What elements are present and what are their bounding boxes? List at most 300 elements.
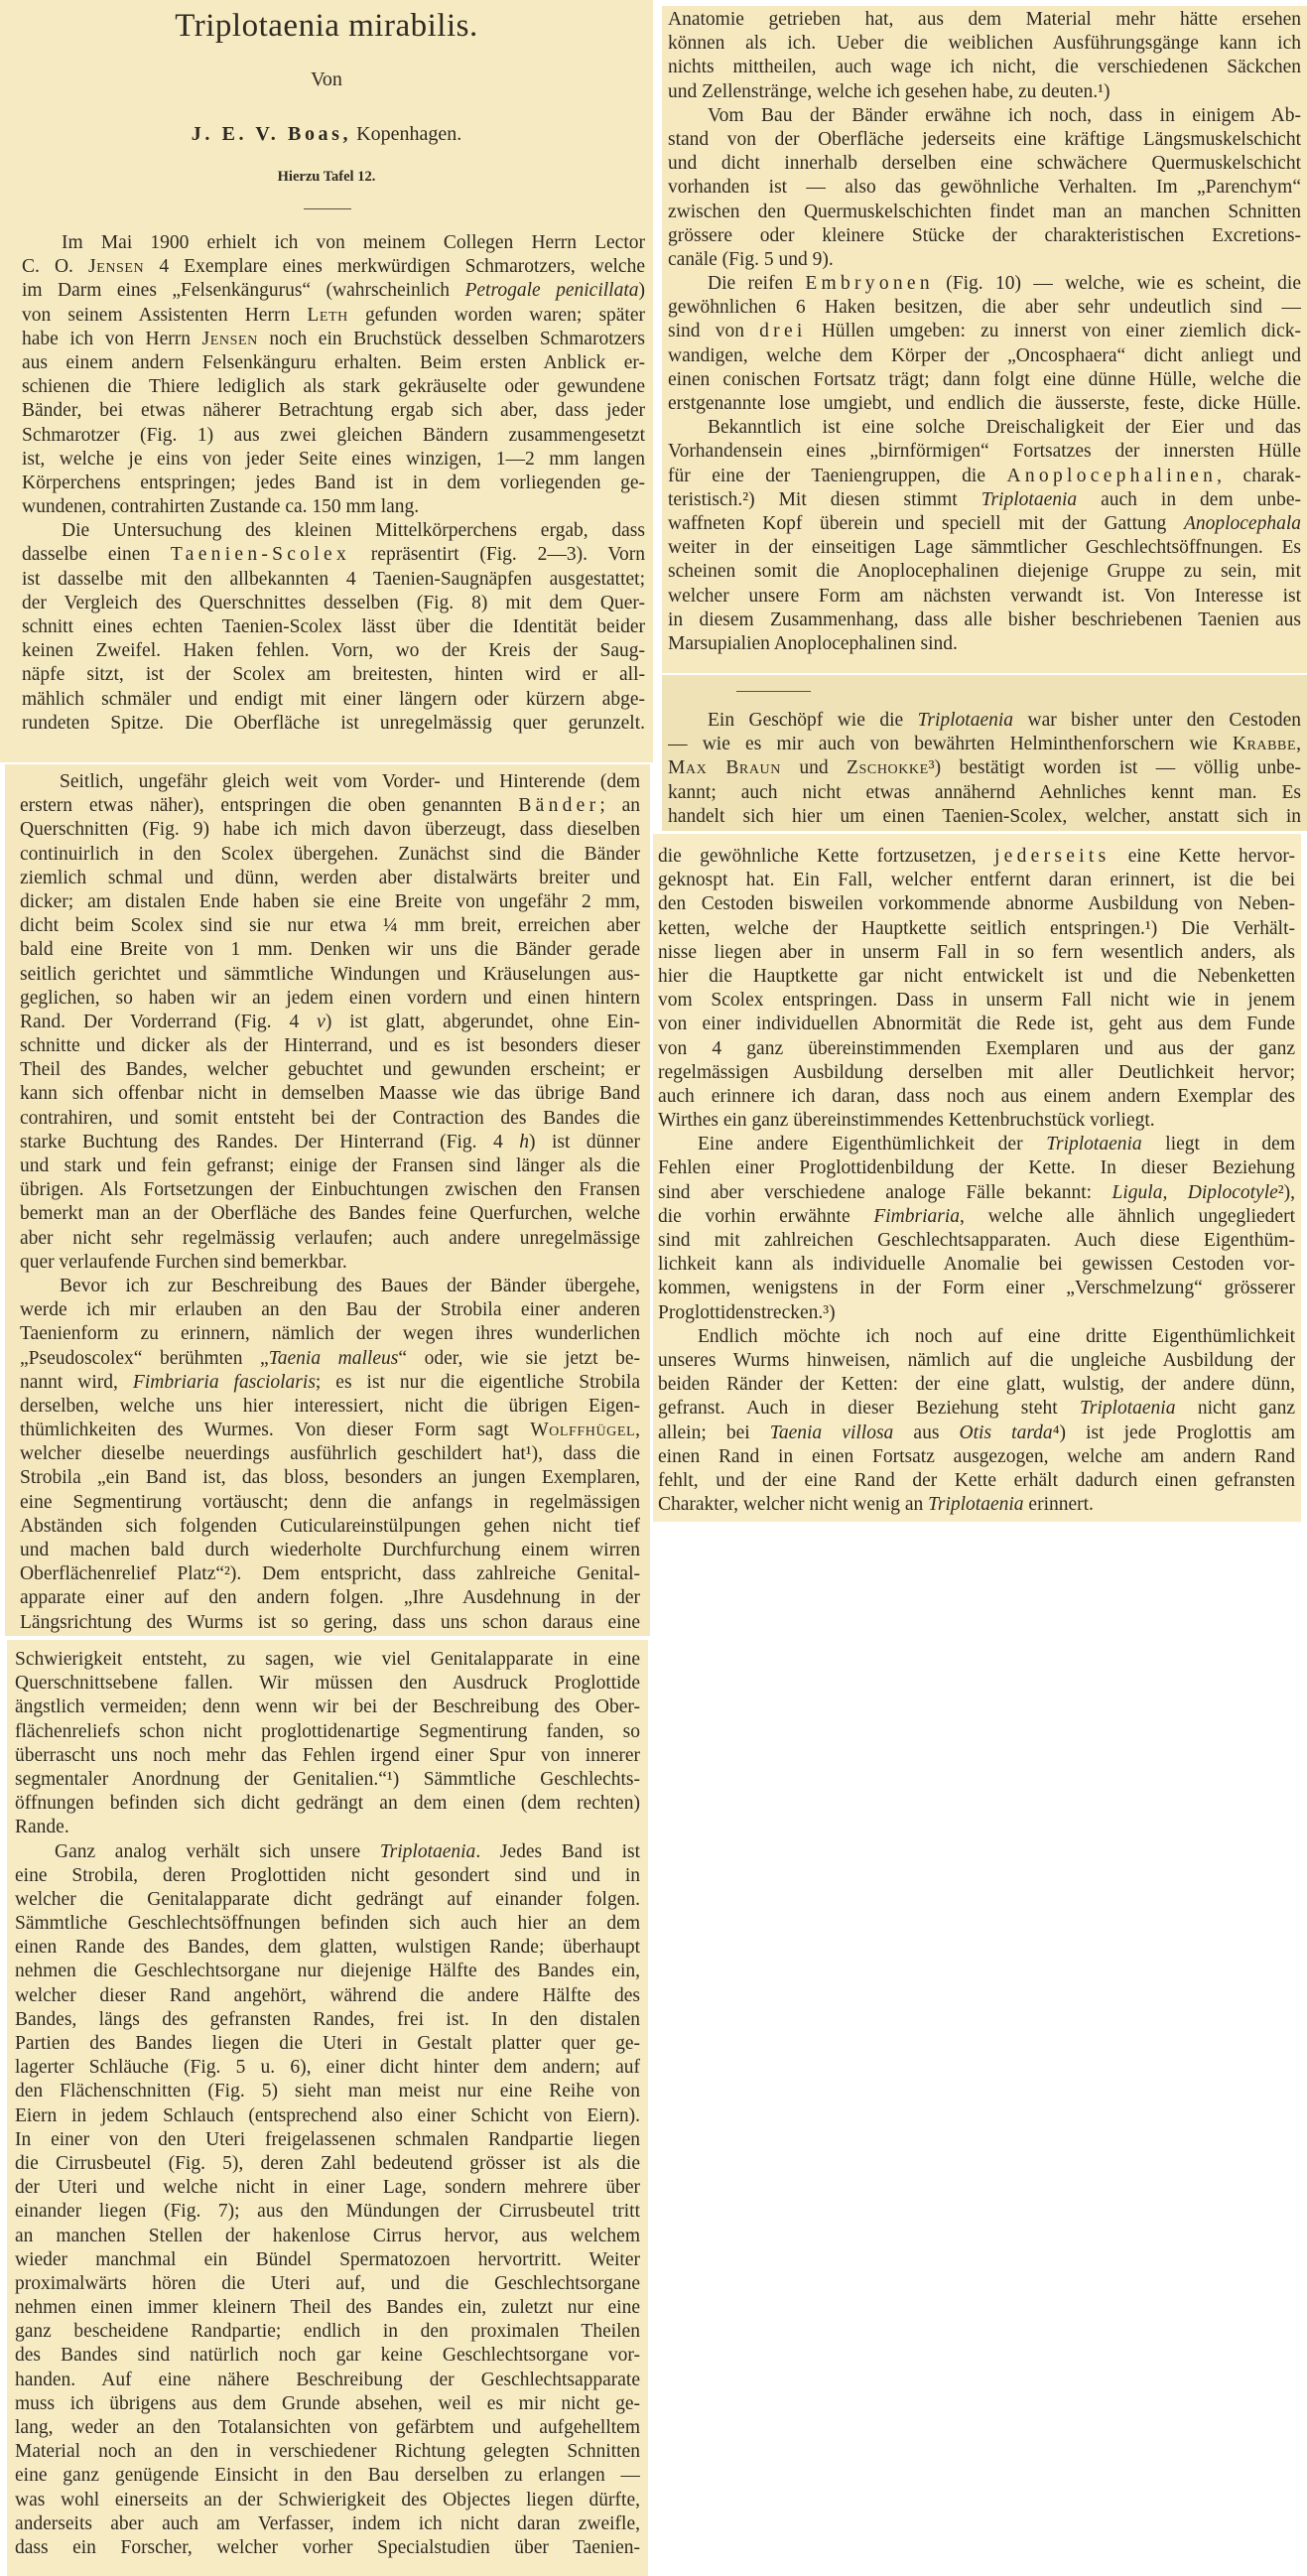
text-run: nichts mittheilen, auch wage ich nicht, die verschiedenen Säckchen: [668, 57, 1301, 78]
author-name-ref: Leth: [307, 304, 348, 326]
text-run: Körperchens entspringen; jedes Band ist in dem vorliegenden ge-: [22, 472, 645, 493]
text-run: Bänder, bei etwas näherer Betrachtung ergab sich aber, dass jeder: [22, 400, 645, 422]
text-line: [15, 2225, 640, 2248]
text-run: Hüllen umgeben: zu innerst von einer ziemlich dick-: [806, 321, 1301, 342]
text-run: Oberflächenrelief Platz“²). Dem entspricht, dass zahlreiche Genital-: [20, 1563, 640, 1585]
text-line: [20, 1154, 640, 1178]
text-line: [15, 2248, 640, 2272]
text-run: aber nicht sehr regelmässig verlaufen; auch andere unregelmässige: [20, 1227, 640, 1249]
text-line: [15, 2512, 640, 2536]
italic-term: Triplotaenia: [1046, 1134, 1142, 1155]
text-line: [15, 2464, 640, 2488]
text-line: [658, 1253, 1295, 1277]
text-run: dicker; am distalen Ende haben sie eine Breite von ungefähr 2 mm,: [20, 890, 640, 912]
text-line: [20, 1202, 640, 1226]
text-line: [658, 1445, 1295, 1469]
text-run: bald eine Breite von 1 mm. Denken wir uns die Bänder gerade: [20, 939, 640, 961]
text-run: ; es ist nur die eigentliche Strobila: [315, 1371, 640, 1393]
spaced-emphasis: jederseits: [993, 846, 1111, 867]
text-run: auch erinnere ich daran, dass noch aus einem andern Exemplar des: [658, 1085, 1295, 1107]
text-line: [658, 845, 1295, 869]
text-line: [658, 892, 1295, 916]
text-line: [22, 495, 645, 519]
text-line: [15, 2272, 640, 2296]
text-line: [20, 1466, 640, 1490]
text-run: liegt in dem: [1141, 1134, 1295, 1155]
text-run: und machen bald durch wiederholte Durchfurchung einem wirren: [20, 1540, 640, 1560]
text-line: [668, 585, 1301, 609]
author-name-ref: Krabbe: [1232, 734, 1297, 755]
text-line: [20, 1347, 640, 1371]
italic-term: Taenia malleus: [268, 1347, 399, 1369]
text-run: handelt sich hier um einen Taenien-Scolex, welcher, anstatt sich in: [668, 805, 1301, 827]
text-run: Längsrichtung des Wurms ist so gering, dass uns schon daraus eine: [20, 1611, 640, 1633]
text-line: [22, 399, 645, 423]
text-line: [668, 733, 1301, 756]
text-run: einen Rand in einen Fortsatz ausgezogen, welche am andern Rand: [658, 1445, 1295, 1467]
text-line: [20, 1611, 640, 1635]
italic-term: h: [519, 1131, 529, 1152]
section-divider: [736, 691, 811, 692]
text-line: [22, 472, 645, 495]
text-run: Anatomie getrieben hat, aus dem Material mehr hätte ersehen: [668, 9, 1301, 30]
text-run: ⁴) ist jede Proglottis am: [1052, 1422, 1295, 1443]
text-run: in diesem Zusammenhang, dass alle bisher beschriebenen Taenien aus: [668, 609, 1301, 630]
text-line: [668, 152, 1301, 176]
text-line: [15, 2440, 640, 2464]
text-run: Partien des Bandes liegen die Uteri in Gestalt platter quer ge-: [15, 2033, 640, 2054]
text-run: Ein Geschöpf wie die: [708, 710, 918, 731]
text-run: beiden Ränder der Ketten: der eine glatt, wulstig, der andere dünn,: [658, 1374, 1295, 1396]
text-run: den Flächenschnitten (Fig. 5) sieht man meist nur eine Reihe von: [15, 2081, 640, 2102]
text-run: von einer individuellen Abnormität die Rede ist, geht aus dem Funde: [658, 1014, 1295, 1035]
text-line: [15, 2296, 640, 2320]
text-line: [22, 615, 645, 639]
text-line: [658, 1061, 1295, 1085]
text-line: [15, 1720, 640, 1744]
text-line: [658, 1205, 1295, 1229]
text-run: starke Buchtung des Randes. Der Hinterrand (Fig. 4: [20, 1131, 520, 1152]
text-line: [22, 712, 645, 736]
text-line: [668, 465, 1301, 488]
text-run: grössere oder kleinere Stücke der charakteristischen Excretions-: [668, 224, 1301, 246]
text-line: [658, 1469, 1295, 1493]
text-line: [20, 963, 640, 987]
text-run: Schwierigkeit entsteht, zu sagen, wie viel Genitalapparate in eine: [15, 1649, 640, 1670]
text-line: [20, 938, 640, 962]
text-run: Fehlen einer Proglottidenbildung der Kette. In dieser Beziehung: [658, 1157, 1295, 1179]
title-divider: [304, 208, 351, 209]
text-line: [658, 1109, 1295, 1133]
text-run: eine Kette hervor-: [1110, 846, 1295, 867]
text-line: [668, 440, 1301, 464]
text-line: [15, 2008, 640, 2032]
text-run: mählich schmäler und endigt mit einer längern oder kürzern abge-: [22, 688, 645, 710]
text-run: einen conischen Fortsatz trägt; dann folgt eine dünne Hülle, welche die: [668, 368, 1301, 390]
text-line: [15, 2320, 640, 2344]
text-line: [15, 2369, 640, 2392]
text-run: werde ich mir erlauben an den Bau der Strobila einer anderen: [20, 1299, 640, 1321]
text-run: ist dasselbe mit den allbekannten 4 Taenien-Saugnäpfen ausgestattet;: [22, 568, 645, 590]
text-run: Taenienform zu erinnern, nämlich der wegen ihres wunderlichen: [20, 1323, 640, 1345]
spaced-emphasis: drei: [759, 321, 807, 342]
text-run: Bevor ich zur Beschreibung des Baues der Bänder übergehe,: [60, 1275, 640, 1296]
text-run: des Bandes sind natürlich noch gar keine Geschlechtsorgane vor-: [15, 2345, 640, 2367]
text-line: [668, 104, 1301, 128]
article-title: Triplotaenia mirabilis.: [175, 8, 478, 44]
text-run: näpfe sitzt, ist der Scolex am breitesten, hinten wird er all-: [22, 664, 645, 686]
text-line: [15, 1744, 640, 1768]
text-run: kannt; auch nicht etwas annähernd Aehnliches kennt man. Es: [668, 781, 1301, 803]
text-run: Im Mai 1900 erhielt ich von meinem Collegen Herrn Lector: [62, 232, 645, 253]
text-run: Seitlich, ungefähr gleich weit vom Vorder- und Hinterende (dem: [60, 771, 640, 792]
text-line: [658, 917, 1295, 941]
text-line: [668, 32, 1301, 56]
text-line: [22, 328, 645, 351]
text-run: zwischen den Quermuskelschichten findet man an manchen Schnitten: [668, 201, 1301, 222]
text-run: waffneten Kopf überein und speciell mit der Gattung: [668, 512, 1184, 534]
text-line: [15, 1984, 640, 2008]
text-run: (Fig. 10) — welche, wie es scheint, die: [933, 273, 1301, 295]
text-run: und stark und fein gefranst; einige der Fransen sind länger als die: [20, 1155, 640, 1176]
author-name-ref: Jensen: [88, 256, 145, 278]
text-run: einander liegen (Fig. 7); aus den Mündungen der Cirrusbeutel tritt: [15, 2201, 640, 2223]
text-run: sind aber verschiedene analoge Fälle bekannt:: [658, 1181, 1112, 1203]
text-block-left-top: [0, 0, 653, 762]
text-run: teristisch.²) Mit diesen stimmt: [668, 488, 981, 510]
text-run: dicht beim Scolex sind sie nur etwa ¼ mm breit, erreichen aber: [20, 915, 640, 937]
text-line: [20, 1298, 640, 1322]
text-line: [668, 296, 1301, 320]
text-line: [20, 1107, 640, 1131]
text-run: flächenreliefs schon nicht proglottidenartige Segmentirung fanden, so: [15, 1720, 640, 1742]
text-line: [658, 1133, 1295, 1156]
text-run: aus einem andern Felsenkänguru erhalten. Beim ersten Anblick er-: [22, 351, 645, 373]
text-line: [668, 512, 1301, 536]
text-line: [20, 818, 640, 842]
text-line: [22, 543, 645, 567]
text-line: [15, 2176, 640, 2200]
text-line: [658, 1085, 1295, 1109]
text-line: [22, 424, 645, 448]
text-line: [658, 1013, 1295, 1036]
text-line: [668, 272, 1301, 296]
text-run: für eine der Taeniengruppen, die: [668, 465, 1007, 486]
text-block-right-top: [662, 6, 1307, 673]
italic-term: Taenia villosa: [769, 1422, 894, 1443]
text-run: nicht ganz: [1175, 1398, 1295, 1420]
text-run: gefunden worden waren; später: [347, 304, 645, 326]
text-run: an manchen Stellen der hakenlose Cirrus hervor, aus welchem: [15, 2225, 640, 2246]
text-run: ): [638, 280, 645, 302]
text-line: [658, 1373, 1295, 1397]
text-run: welcher dieser Rand angehört, während die andere Hälfte des: [15, 1984, 640, 2006]
text-run: keinen Zweifel. Haken fehlen. Vorn, wo der Kreis der Saug-: [22, 640, 645, 662]
italic-term: Petrogale penicillata: [464, 280, 639, 302]
text-run: die gewöhnliche Kette fortzusetzen,: [658, 846, 994, 867]
text-line: [15, 1816, 640, 1839]
text-run: Bekanntlich ist eine solche Dreischaligkeit der Eier und das: [708, 417, 1301, 439]
text-run: ganz bescheidene Randpartie; endlich in den proximalen Theilen: [15, 2321, 640, 2343]
text-line: [22, 448, 645, 472]
text-line: [15, 1695, 640, 1719]
text-run: ,: [1296, 734, 1301, 755]
author-name-ref: Max Braun: [668, 757, 781, 779]
text-run: habe ich von Herrn: [22, 328, 202, 349]
text-line: [22, 255, 645, 279]
text-line: [20, 987, 640, 1011]
text-line: [668, 56, 1301, 79]
text-line: [22, 375, 645, 399]
text-run: welcher unsere Form am nächsten verwandt ist. Von Interesse ist: [668, 585, 1301, 607]
text-run: Querschnittsebene fallen. Wir müssen den Ausdruck Proglottide: [15, 1673, 640, 1695]
text-line: [668, 536, 1301, 560]
text-line: [20, 1082, 640, 1106]
text-run: hier die Hauptkette gar nicht entwickelt ist und die Nebenketten: [658, 965, 1295, 987]
text-line: [15, 1888, 640, 1912]
text-line: [20, 1178, 640, 1202]
text-run: ) ist glatt, abgerundet, ohne Ein-: [325, 1011, 640, 1032]
text-line: [668, 8, 1301, 32]
text-run: ²),: [1277, 1181, 1295, 1203]
text-run: den Cestoden bisweilen vorkommende abnorme Ausbildung von Neben-: [658, 893, 1295, 915]
text-line: [22, 304, 645, 328]
text-line: [20, 1131, 640, 1154]
text-run: seitlich gerichtet und sämmtliche Windungen und Kräuselungen aus-: [20, 963, 640, 985]
text-line: [20, 843, 640, 867]
text-block-left-middle: [5, 764, 650, 1636]
spaced-emphasis: Anoplocephalinen: [1006, 465, 1218, 486]
text-line: [15, 1648, 640, 1672]
text-line: [15, 1936, 640, 1960]
text-run: continuirlich in den Scolex übergehen. Zunächst sind die Bänder: [20, 843, 640, 865]
text-run: welcher die Genitalapparate dicht gedrängt auf einander folgen.: [15, 1888, 640, 1910]
text-run: was wohl einerseits an der Schwierigkeit des Objectes liegen dürfte,: [15, 2489, 640, 2510]
italic-term: Fimbriaria fasciolaris: [132, 1371, 316, 1393]
text-run: war bisher unter den Cestoden: [1013, 710, 1301, 731]
text-line: [20, 1371, 640, 1395]
text-run: Die Untersuchung des kleinen Mittelkörperchens ergab, dass: [62, 520, 645, 542]
text-run: ketten, welche der Hauptkette seitlich entspringen.¹) Die Verhält-: [658, 917, 1295, 939]
text-run: ) ist dünner: [528, 1131, 640, 1152]
text-line: [658, 1397, 1295, 1421]
text-line: [668, 709, 1301, 733]
text-run: der Uteri und welche nicht in einer Lage, sondern mehrere über: [15, 2177, 640, 2199]
text-line: [15, 1912, 640, 1936]
text-line: [658, 1301, 1295, 1325]
text-line: [15, 2489, 640, 2512]
text-run: erstern etwas näher), entspringen die oben genannten: [20, 795, 519, 817]
text-run: lagerter Schläuche (Fig. 5 u. 6), einer dicht hinter dem andern; auf: [15, 2057, 640, 2079]
text-line: [22, 279, 645, 303]
text-line: [658, 1229, 1295, 1253]
text-run: lang, weder an den Totalansichten von gefärbtem und aufgehelltem: [15, 2417, 640, 2438]
text-line: [658, 869, 1295, 892]
text-run: übrigen. Als Fortsetzungen der Einbuchtungen zwischen den Fransen: [20, 1179, 640, 1201]
text-line: [20, 1539, 640, 1562]
text-run: aus: [893, 1422, 960, 1443]
text-run: “ oder, wie sie jetzt be-: [398, 1347, 640, 1369]
italic-term: Ligula, Diplocotyle: [1111, 1181, 1278, 1203]
text-line: [22, 688, 645, 712]
text-run: regelmässigen Ausbildung derselben mit aller Deutlichkeit hervor;: [658, 1061, 1295, 1083]
text-run: Vorhandensein eines „birnförmigen“ Fortsatzes der innersten Hülle: [668, 441, 1301, 463]
text-run: gewöhnlichen 6 Haken besitzen, die aber sehr undeutlich sind —: [668, 297, 1301, 319]
text-block-right-bottom: [653, 834, 1301, 1522]
text-line: [22, 351, 645, 375]
text-run: kann sich offenbar nicht in demselben Maasse wie das übrige Band: [20, 1083, 640, 1105]
text-run: dasselbe einen: [22, 544, 171, 566]
text-run: Marsupialien Anoplocephalinen sind.: [668, 632, 958, 654]
text-run: Material noch an den in verschiedener Richtung gelegten Schnitten: [15, 2441, 640, 2463]
text-line: [658, 989, 1295, 1013]
text-line: [658, 1037, 1295, 1061]
text-run: Vom Bau der Bänder erwähne ich noch, dass in einigem Ab-: [708, 104, 1301, 126]
text-run: lichkeit kann als individuelle Anomalie bei gewissen Cestoden vor-: [658, 1254, 1295, 1276]
text-line: [15, 2104, 640, 2128]
text-line: [20, 1011, 640, 1034]
text-line: [20, 1275, 640, 1298]
text-line: [15, 2416, 640, 2440]
author-city: Kopenhagen.: [351, 123, 462, 145]
text-run: geglichen, so haben wir an jedem einen vordern und einen hintern: [20, 987, 640, 1009]
text-run: weiter in der einseitigen Lage sämmtlicher Geschlechtsöffnungen. Es: [668, 537, 1301, 559]
text-line: [15, 1672, 640, 1695]
text-run: ,: [635, 1420, 640, 1441]
text-line: [668, 128, 1301, 152]
italic-term: Triplotaenia: [1080, 1398, 1176, 1420]
text-line: [20, 914, 640, 938]
text-run: eine ganz genügende Einsicht in den Bau derselben zu erlangen —: [15, 2465, 640, 2487]
text-run: repräsentirt (Fig. 2—3). Vorn: [349, 544, 645, 566]
text-run: vom Scolex entspringen. Dass in unserm Fall nicht wie in jenem: [658, 990, 1295, 1012]
text-run: der Vergleich des Querschnittes desselben (Fig. 8) mit dem Quer-: [22, 592, 645, 613]
text-run: canäle (Fig. 5 und 9).: [668, 248, 834, 270]
text-run: von seinem Assistenten Herrn: [22, 304, 308, 326]
text-run: Rande.: [15, 1817, 69, 1838]
text-run: ; an: [599, 795, 640, 817]
text-run: ist, welche je eins von jeder Seite eines winzigen, 1—2 mm langen: [22, 448, 645, 470]
text-run: nannt wird,: [20, 1371, 133, 1393]
text-line: [15, 2392, 640, 2416]
text-run: erinnert.: [1023, 1494, 1094, 1516]
text-run: 4 Exemplare eines merkwürdigen Schmarotzers, welche: [144, 256, 645, 278]
text-block-left-bottom: [7, 1640, 648, 2576]
italic-term: v: [317, 1011, 326, 1032]
text-run: und dicht innerhalb derselben eine schwächere Quermuskelschicht: [668, 153, 1301, 175]
text-run: contrahiren, und somit entsteht bei der Contraction des Bandes die: [20, 1107, 640, 1129]
text-line: [658, 941, 1295, 965]
text-run: scheinen somit die Anoplocephalinen diejenige Gruppe zu sein, mit: [668, 561, 1301, 583]
text-line: [668, 609, 1301, 632]
text-run: wieder manchmal ein Bündel Spermatozoen hervortritt. Weiter: [15, 2248, 640, 2270]
byline-von: Von: [311, 68, 342, 90]
text-run: und: [780, 757, 848, 779]
text-line: [20, 1491, 640, 1515]
text-line: [15, 2080, 640, 2103]
text-line: [668, 201, 1301, 224]
text-run: quer verlaufende Furchen sind bemerkbar.: [20, 1251, 347, 1273]
text-run: handen. Auf eine nähere Beschreibung der Geschlechtsapparate: [15, 2369, 640, 2390]
text-line: [15, 1864, 640, 1888]
text-line: [668, 176, 1301, 200]
text-line: [668, 756, 1301, 780]
text-line: [20, 1251, 640, 1275]
text-run: dass ein Forscher, welcher vorher Specialstudien über Taenien-: [15, 2536, 640, 2558]
text-run: — wie es mir auch von bewährten Helminthenforschern wie: [668, 734, 1233, 755]
author-name-ref: Jensen: [201, 328, 258, 349]
text-run: In einer von den Uteri freigelassenen schmalen Randpartie liegen: [15, 2128, 640, 2150]
text-run: Wirthes ein ganz übereinstimmendes Kettenbruchstück vorliegt.: [658, 1110, 1155, 1132]
text-run: öffnungen befinden sich dicht gedrängt an dem einen (dem rechten): [15, 1793, 640, 1815]
text-line: [668, 632, 1301, 656]
text-run: eine Strobila, deren Proglottiden nicht gesondert sind und in: [15, 1864, 640, 1886]
text-run: noch ein Bruchstück desselben Schmarotzers: [257, 328, 645, 349]
text-run: Querschnitten (Fig. 9) habe ich mich davon überzeugt, dass dieselben: [20, 819, 640, 841]
text-run: nehmen einen immer kleinern Theil des Bandes ein, zuletzt nur eine: [15, 2297, 640, 2319]
text-run: die Cirrusbeutel (Fig. 5), deren Zahl bedeutend grösser ist als die: [15, 2152, 640, 2174]
text-run: welcher dieselbe neuerdings ausführlich geschildert hat¹), dass die: [20, 1443, 640, 1465]
text-run: kommen, wenigstens in der Form einer „Verschmelzung“ grösserer: [658, 1278, 1295, 1299]
italic-term: Otis tarda: [959, 1422, 1053, 1443]
text-run: geknospt hat. Ein Fall, welcher entfernt daran erinnert, ist die bei: [658, 870, 1295, 891]
text-run: schnitt eines echten Taenien-Scolex lässt über die Identität beider: [22, 616, 645, 637]
author-name: J. E. V. Boas,: [191, 123, 352, 145]
text-run: Strobila „ein Band ist, das bloss, besonders an jungen Exemplaren,: [20, 1467, 640, 1489]
text-run: stand von der Oberfläche jederseits eine kräftige Längsmuskelschicht: [668, 128, 1301, 150]
text-line: [15, 1840, 640, 1864]
text-line: [22, 519, 645, 543]
text-line: [20, 1586, 640, 1610]
text-block-right-middle: [662, 675, 1307, 831]
text-run: „Pseudoscolex“ berühmten „: [20, 1347, 269, 1369]
text-line: [20, 890, 640, 914]
text-line: [658, 1277, 1295, 1300]
text-run: Charakter, welcher nicht wenig an: [658, 1494, 929, 1516]
text-run: und Zellenstränge, welche ich gesehen habe, zu deuten.¹): [668, 80, 1111, 102]
text-line: [668, 392, 1301, 416]
text-line: [15, 1960, 640, 1983]
author-line: [0, 122, 653, 146]
text-line: [20, 1227, 640, 1251]
text-run: . Jedes Band ist: [475, 1840, 640, 1862]
text-line: [15, 2128, 640, 2152]
italic-term: Triplotaenia: [980, 488, 1078, 510]
text-run: thümlichkeiten des Wurmes. Von dieser Form sagt: [20, 1420, 531, 1441]
text-run: Abständen sich folgenden Cuticulareinstülpungen gehen nicht tief: [20, 1515, 640, 1537]
text-run: , charak-: [1217, 465, 1301, 486]
italic-term: Triplotaenia: [917, 710, 1014, 731]
text-run: rundeten Spitze. Die Oberfläche ist unregelmässig quer gerunzelt.: [22, 712, 645, 734]
text-run: sind von: [668, 321, 760, 342]
text-line: [22, 592, 645, 615]
text-line: [668, 344, 1301, 368]
text-line: [20, 770, 640, 794]
text-run: eine Segmentirung vortäuscht; denn die anfangs in regelmässigen: [20, 1491, 640, 1513]
text-run: Eiern in jedem Schlauch (entsprechend also einer Schicht von Eiern).: [15, 2104, 640, 2126]
text-line: [658, 1422, 1295, 1445]
text-line: [658, 965, 1295, 989]
text-run: Eine andere Eigenthümlichkeit der: [698, 1134, 1047, 1155]
text-line: [15, 2536, 640, 2560]
spaced-emphasis: Bänder: [518, 795, 600, 817]
text-run: nisse liegen aber in unserm Fall in so fern wesentlich anders, als: [658, 941, 1295, 963]
text-run: einen Rande des Bandes, dem glatten, wulstigen Rande; überhaupt: [15, 1937, 640, 1959]
italic-term: Fimbriaria: [873, 1205, 961, 1227]
author-name-ref: Wolffhügel: [530, 1420, 636, 1441]
text-line: [20, 1322, 640, 1346]
spaced-emphasis: Embryonen: [805, 273, 934, 295]
